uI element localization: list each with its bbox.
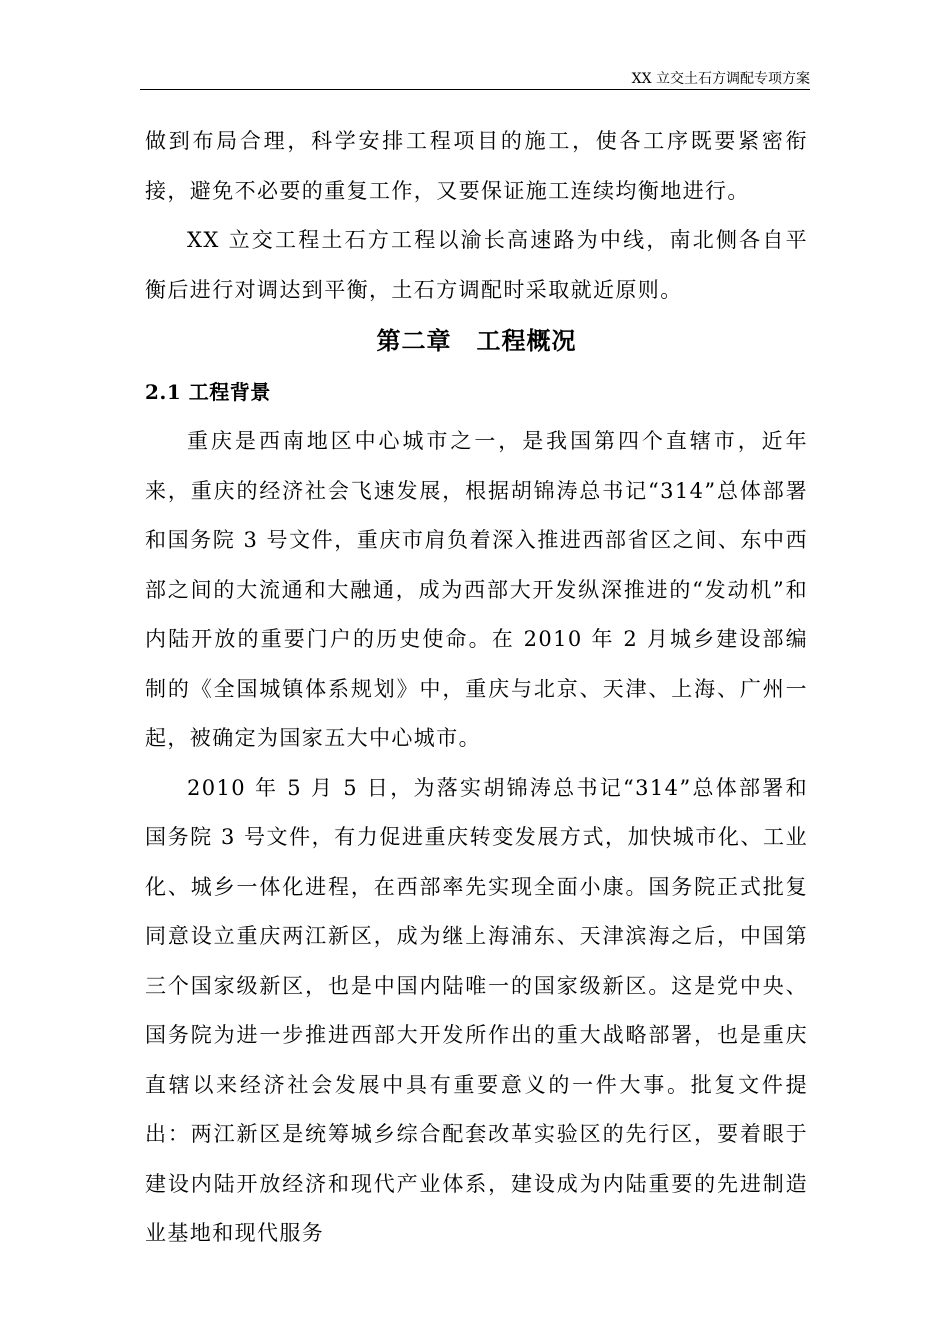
paragraph-continuation: 做到布局合理，科学安排工程项目的施工，使各工序既要紧密衔接，避免不必要的重复工作，又要保证施工连续均衡地进行。 xyxy=(145,129,808,203)
running-header: XX 立交土石方调配专项方案 xyxy=(631,71,810,87)
header-rule xyxy=(140,89,810,90)
paragraph-liangjiang-new-area: 2010 年 5 月 5 日，为落实胡锦涛总书记“314”总体部署和国务院 3 号文件，有力促进重庆转变发展方式，加快城市化、工业化、城乡一体化进程，在西部率先实现全面小康。国务院正式批复同意设立重庆两江新区，成为继上海浦东、天津滨海之后，中国第三个国家级新区，也是中国内陆唯一的国家级新区。这是党中央、国务院为进一步推进西部大开发所作出的重大战略部署，也是重庆直辖以来经济社会发展中具有重要意义的一件大事。批复文件提出：两江新区是统筹城乡综合配套改革实验区的先行区，要着眼于建设内陆开放经济和现代产业体系，建设成为内陆重要的先进制造业基地和现代服务 xyxy=(145,775,808,1245)
section-title: 2.1 工程背景 xyxy=(145,380,271,404)
paragraph-chongqing-background: 重庆是西南地区中心城市之一，是我国第四个直辖市，近年来，重庆的经济社会飞速发展，根据胡锦涛总书记“314”总体部署和国务院 3 号文件，重庆市肩负着深入推进西部省区之间、东中西部之间的大流通和大融通，成为西部大开发纵深推进的“发动机”和内陆开放的重要门户的历史使命。在 2010 年 2 月城乡建设部编制的《全国城镇体系规划》中，重庆与北京、天津、上海、广州一起，被确定为国家五大中心城市。 xyxy=(145,429,808,750)
document-body xyxy=(145,117,808,1259)
chapter-title: 第二章 工程概况 xyxy=(376,326,577,355)
paragraph-earthwork-balance: XX 立交工程土石方工程以渝长高速路为中线，南北侧各自平衡后进行对调达到平衡，土石方调配时采取就近原则。 xyxy=(145,228,808,302)
